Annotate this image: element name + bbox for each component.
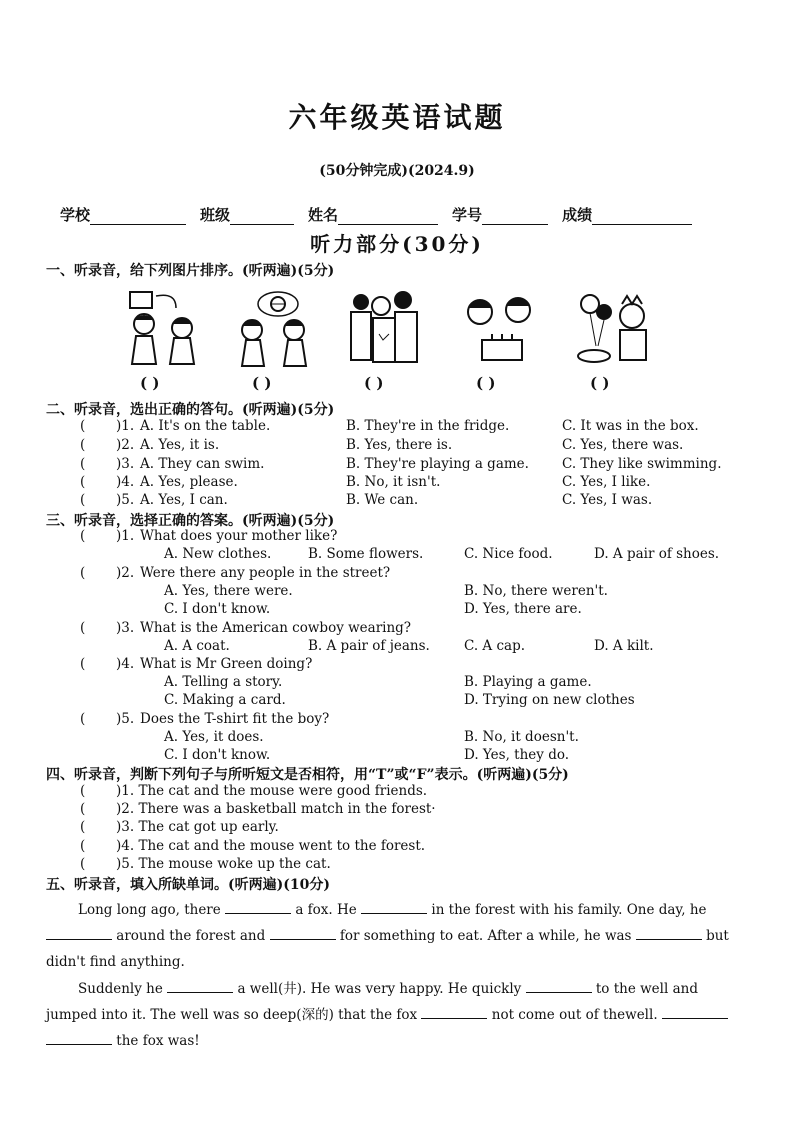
answer-paren[interactable]: ( (80, 456, 86, 472)
question-text: What is Mr Green doing? (140, 656, 313, 672)
number-blank[interactable] (482, 208, 548, 225)
section1-heading: 一、听录音，给下列图片排序。(听两遍)(5分) (46, 263, 335, 279)
question-text: What does your mother like? (140, 528, 338, 544)
cloze-text: but didn't find anything. (46, 928, 729, 970)
s3-q4-options-cd (76, 692, 766, 710)
cloze-text: a fox. He (295, 902, 357, 918)
answer-paren[interactable]: ( (80, 474, 86, 490)
s4-statement-5 (76, 856, 766, 874)
picture-kids-talking (122, 290, 212, 370)
field-label-name: 姓名 (308, 206, 339, 224)
question-number: )2. (116, 437, 135, 453)
option-a: A. Yes, there were. (164, 583, 293, 599)
option-b: B. They're in the fridge. (346, 418, 510, 434)
option-d: D. A kilt. (594, 638, 654, 654)
option-d: D. Yes, there are. (464, 601, 582, 617)
question-text: Were there any people in the street? (140, 565, 391, 581)
statement-text: )4. The cat and the mouse went to the forest. (116, 838, 426, 854)
cloze-text: the fox was! (116, 1033, 200, 1049)
option-b: B. No, there weren't. (464, 583, 608, 599)
cloze-blank-3[interactable] (46, 925, 112, 940)
option-c: C. Making a card. (164, 692, 286, 708)
statement-text: )3. The cat got up early. (116, 819, 279, 835)
s3-q3-stem (76, 620, 766, 638)
picture-balloons-cake (572, 290, 662, 370)
answer-paren[interactable]: ( (80, 783, 86, 799)
answer-paren[interactable]: ( (80, 819, 86, 835)
option-a: A. New clothes. (164, 546, 272, 562)
option-d: D. A pair of shoes. (594, 546, 720, 562)
picture-answer-3[interactable]: ( ) (364, 374, 384, 392)
question-number: )5. (116, 711, 135, 727)
cloze-blank-5[interactable] (636, 925, 702, 940)
cloze-text: for something to eat. After a while, he was (339, 928, 632, 944)
question-number: )4. (116, 474, 135, 490)
answer-paren[interactable]: ( (80, 801, 86, 817)
question-number: )3. (116, 620, 135, 636)
field-label-number: 学号 (452, 206, 483, 224)
option-c: C. I don't know. (164, 747, 271, 763)
statement-text: )1. The cat and the mouse were good friends. (116, 783, 428, 799)
option-b: B. Some flowers. (308, 546, 424, 562)
cloze-text: a well(井). He was very happy. He quickly (237, 981, 522, 997)
picture-answer-5[interactable]: ( ) (590, 374, 610, 392)
school-blank[interactable] (90, 208, 186, 225)
option-b: B. No, it isn't. (346, 474, 441, 490)
option-a: A. A coat. (164, 638, 230, 654)
cloze-blank-8[interactable] (421, 1004, 487, 1019)
s3-q4-stem (76, 656, 766, 674)
answer-paren[interactable]: ( (80, 437, 86, 453)
option-b: B. No, it doesn't. (464, 729, 579, 745)
cloze-blank-6[interactable] (167, 978, 233, 993)
name-blank[interactable] (338, 208, 438, 225)
answer-paren[interactable]: ( (80, 620, 86, 636)
option-c: C. I don't know. (164, 601, 271, 617)
s3-q1-options (76, 546, 766, 564)
question-text: What is the American cowboy wearing? (140, 620, 412, 636)
answer-paren[interactable]: ( (80, 528, 86, 544)
cloze-blank-7[interactable] (526, 978, 592, 993)
answer-paren[interactable]: ( (80, 418, 86, 434)
section5-heading: 五、听录音，填入所缺单词。(听两遍)(10分) (46, 877, 330, 893)
s4-statement-4 (76, 838, 766, 856)
s3-q4-options-ab (76, 674, 766, 692)
picture-answer-2[interactable]: ( ) (252, 374, 272, 392)
s2-question-3 (76, 456, 766, 474)
section4-heading: 四、听录音，判断下列句子与所听短文是否相符，用“T”或“F”表示。(听两遍)(5分) (46, 767, 569, 783)
cloze-text: around the forest and (116, 928, 266, 944)
option-c: C. Yes, I like. (562, 474, 651, 490)
s4-statement-2 (76, 801, 766, 819)
s2-question-2 (76, 437, 766, 455)
cloze-blank-10[interactable] (46, 1030, 112, 1045)
s3-q2-stem (76, 565, 766, 583)
s3-q2-options-cd (76, 601, 766, 619)
option-a: A. Yes, please. (140, 474, 238, 490)
picture-answer-4[interactable]: ( ) (476, 374, 496, 392)
option-a: A. Yes, I can. (140, 492, 228, 508)
s3-q1-stem (76, 528, 766, 546)
cloze-blank-9[interactable] (662, 1004, 728, 1019)
question-number: )1. (116, 418, 135, 434)
question-text: Does the T-shirt fit the boy? (140, 711, 330, 727)
answer-paren[interactable]: ( (80, 711, 86, 727)
option-a: A. Yes, it is. (140, 437, 220, 453)
option-a: A. Telling a story. (164, 674, 283, 690)
question-number: )2. (116, 565, 135, 581)
exam-subtitle: (50分钟完成)(2024.9) (319, 163, 475, 179)
cloze-text: Long long ago, there (78, 902, 221, 918)
option-b: B. A pair of jeans. (308, 638, 430, 654)
cloze-text: in the forest with his family. One day, he (431, 902, 707, 918)
field-label-score: 成绩 (562, 206, 593, 224)
answer-paren[interactable]: ( (80, 565, 86, 581)
question-number: )4. (116, 656, 135, 672)
field-label-class: 班级 (200, 206, 231, 224)
picture-answer-1[interactable]: ( ) (140, 374, 160, 392)
option-b: B. Yes, there is. (346, 437, 453, 453)
cloze-blank-2[interactable] (361, 899, 427, 914)
option-c: C. It was in the box. (562, 418, 699, 434)
option-c: C. Yes, I was. (562, 492, 653, 508)
cloze-text: to the well and jumped into it. The well was so deep(深的) that the fox (46, 981, 698, 1023)
score-blank[interactable] (592, 208, 692, 225)
question-number: )3. (116, 456, 135, 472)
cloze-blank-4[interactable] (270, 925, 336, 940)
cloze-text: not come out of thewell. (491, 1007, 658, 1023)
picture-family-group (345, 290, 435, 370)
picture-kids-cake (458, 290, 548, 370)
option-c: C. They like swimming. (562, 456, 722, 472)
option-c: C. Nice food. (464, 546, 553, 562)
exam-title: 六年级英语试题 (288, 101, 506, 134)
cloze-blank-1[interactable] (225, 899, 291, 914)
answer-paren[interactable]: ( (80, 856, 86, 872)
cloze-paragraph-2 (46, 976, 746, 1054)
s3-q5-options-cd (76, 747, 766, 765)
option-a: A. They can swim. (140, 456, 265, 472)
s2-question-1 (76, 418, 766, 436)
s2-question-4 (76, 474, 766, 492)
s3-q2-options-ab (76, 583, 766, 601)
answer-paren[interactable]: ( (80, 838, 86, 854)
answer-paren[interactable]: ( (80, 492, 86, 508)
option-d: D. Trying on new clothes (464, 692, 635, 708)
option-b: B. We can. (346, 492, 419, 508)
s3-q5-options-ab (76, 729, 766, 747)
answer-paren[interactable]: ( (80, 656, 86, 672)
question-number: )1. (116, 528, 135, 544)
section2-heading: 二、听录音，选出正确的答句。(听两遍)(5分) (46, 402, 335, 418)
picture-kids-basketball (232, 290, 322, 370)
section3-heading: 三、听录音，选择正确的答案。(听两遍)(5分) (46, 513, 335, 529)
option-b: B. They're playing a game. (346, 456, 529, 472)
field-label-school: 学校 (60, 206, 91, 224)
question-number: )5. (116, 492, 135, 508)
s2-question-5 (76, 492, 766, 510)
s4-statement-1 (76, 783, 766, 801)
s4-statement-3 (76, 819, 766, 837)
cloze-paragraph-1 (46, 897, 746, 975)
listening-part-title: 听力部分(30分) (310, 232, 484, 256)
statement-text: )5. The mouse woke up the cat. (116, 856, 331, 872)
option-a: A. Yes, it does. (164, 729, 264, 745)
option-d: D. Yes, they do. (464, 747, 570, 763)
s3-q5-stem (76, 711, 766, 729)
s3-q3-options (76, 638, 766, 656)
option-c: C. A cap. (464, 638, 526, 654)
statement-text: )2. There was a basketball match in the forest· (116, 801, 436, 817)
option-b: B. Playing a game. (464, 674, 592, 690)
class-blank[interactable] (230, 208, 294, 225)
cloze-text: Suddenly he (78, 981, 163, 997)
option-c: C. Yes, there was. (562, 437, 684, 453)
student-info-row (60, 204, 740, 225)
option-a: A. It's on the table. (140, 418, 271, 434)
